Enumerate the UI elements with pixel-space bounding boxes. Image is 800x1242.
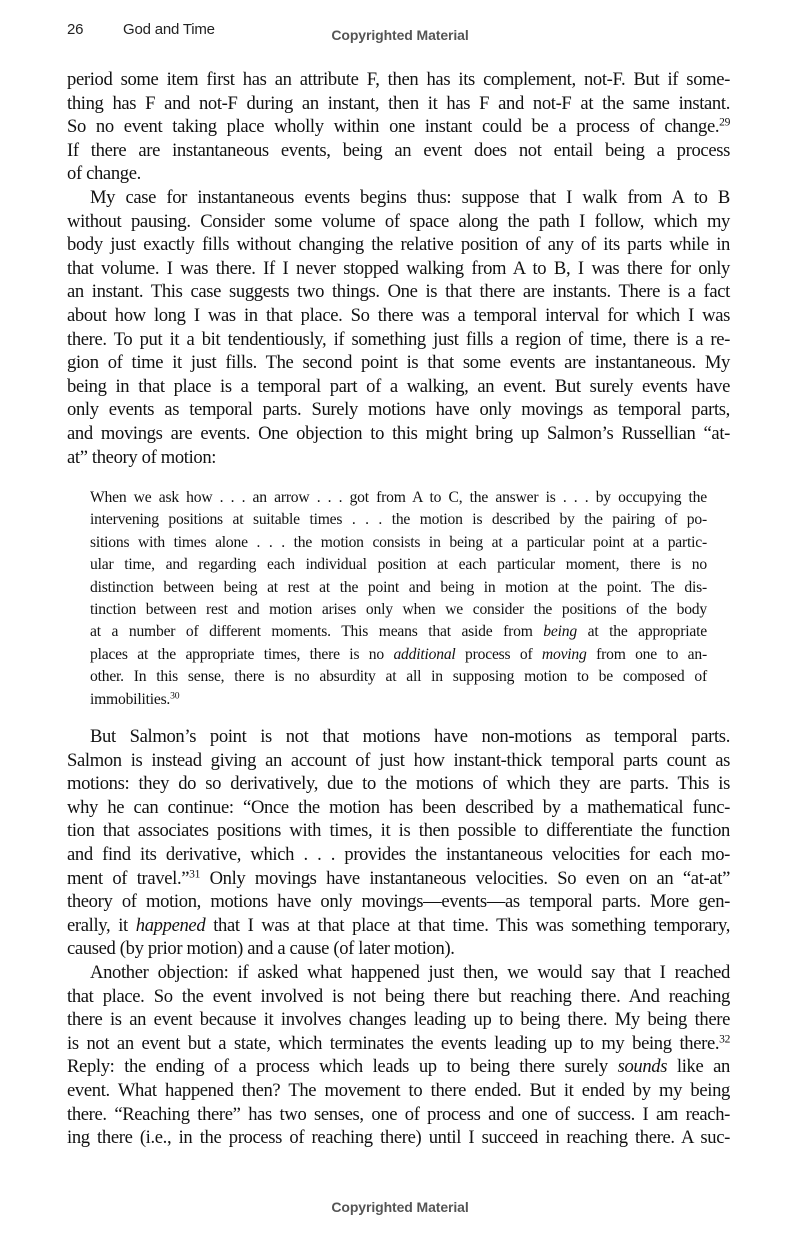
text-line: that volume. I was there. If I never stopped walking from A to B, I was there for only xyxy=(67,257,730,279)
text-line: about how long I was in that place. So there was a temporal interval for which I was xyxy=(67,304,730,326)
text-line: caused (by prior motion) and a cause (of later motion). xyxy=(67,938,455,960)
text-line: ment of travel.”$^{31}$ Only movings have instantaneous velocities. So even on an “at-at” xyxy=(67,867,730,889)
block-quote xyxy=(90,487,707,711)
quote-line: ular time, and regarding each individual position at each particular moment, there is no xyxy=(90,556,707,574)
footnote-ref[interactable]: 29 xyxy=(719,116,730,129)
text-line: an instant. This case suggests two things. One is that there are instants. There is a fact xyxy=(67,281,730,303)
text-line: is not an event but a state, which terminates the events leading up to my being there.$^{32}$ xyxy=(67,1032,730,1054)
paragraph-1 xyxy=(67,68,730,186)
text-line: why he can continue: “Once the motion has been described by a mathematical func- xyxy=(67,796,730,818)
quote-line: immobilities.$^{30}$ xyxy=(90,690,180,708)
text-line: ing there (i.e., in the process of reaching there) until I succeed in reaching there. A suc- xyxy=(67,1127,730,1149)
text-line: Reply: the ending of a process which leads up to being there surely sounds like an xyxy=(67,1056,730,1078)
paragraph-4 xyxy=(67,961,730,1150)
quote-line: intervening positions at suitable times . . . the motion is described by the pairing of po- xyxy=(90,511,707,529)
text-line: without pausing. Consider some volume of space along the path I follow, which my xyxy=(67,210,730,232)
quote-line: other. In this sense, there is no absurdity at all in supposing motion to be composed of xyxy=(90,668,707,686)
text-line: that place. So the event involved is not being there but reaching there. And reaching xyxy=(67,985,730,1007)
text-line: Salmon is instead giving an account of just how instant-thick temporal parts count as xyxy=(67,749,730,771)
text-line: motions: they do so derivatively, due to the motions of which they are parts. This is xyxy=(67,773,730,795)
quote-line: sitions with times alone . . . the motion consists in being at a particular point at a partic- xyxy=(90,533,707,551)
footnote-ref[interactable]: 30 xyxy=(170,690,180,702)
text-line: and movings are events. One objection to this might bring up Salmon’s Russellian “at- xyxy=(67,422,730,444)
copyright-watermark-bottom: Copyrighted Material xyxy=(331,1199,469,1215)
text-line: period some item first has an attribute F, then has its complement, not-F. But if some- xyxy=(67,69,730,90)
text-line: thing has F and not-F during an instant, then it has F and not-F at the same instant. xyxy=(67,92,730,114)
text-line: there. To put it a bit tendentiously, if something just fills a region of time, there is a re- xyxy=(67,328,730,350)
footnote-ref[interactable]: 32 xyxy=(719,1033,730,1046)
quote-line: at a number of different moments. This means that aside from being at the appropriate xyxy=(90,623,707,641)
paragraph-3 xyxy=(67,725,730,961)
text-line: theory of motion, motions have only movings—events—as temporal parts. More gen- xyxy=(67,891,730,913)
text-line: event. What happened then? The movement to there ended. But it ended by my being xyxy=(67,1079,730,1101)
running-title: God and Time xyxy=(123,21,215,38)
footnote-ref[interactable]: 31 xyxy=(189,868,200,881)
text-line: erally, it happened that I was at that place at that time. This was something temporary, xyxy=(67,914,730,936)
page-number: 26 xyxy=(67,21,84,38)
text-line: If there are instantaneous events, being an event does not entail being a process xyxy=(67,139,730,161)
text-line: there. “Reaching there” has two senses, one of process and one of success. I am reach- xyxy=(67,1103,730,1125)
text-line: My case for instantaneous events begins thus: suppose that I walk from A to B xyxy=(90,187,730,208)
copyright-watermark-top: Copyrighted Material xyxy=(331,27,469,43)
text-line: tion that associates positions with times, it is then possible to differentiate the function xyxy=(67,820,730,842)
text-line: But Salmon’s point is not that motions have non-motions as temporal parts. xyxy=(90,726,730,747)
quote-line: places at the appropriate times, there is no additional process of moving from one to an- xyxy=(90,645,707,663)
text-line: and find its derivative, which . . . provides the instantaneous velocities for each mo- xyxy=(67,843,730,865)
text-line: gion of time it just fills. The second point is that some events are instantaneous. My xyxy=(67,352,730,374)
text-line: there is an event because it involves changes leading up to being there. My being there xyxy=(67,1009,730,1031)
quote-line: When we ask how . . . an arrow . . . got from A to C, the answer is . . . by occupying the xyxy=(90,489,707,506)
text-line: being in that place is a temporal part of a walking, an event. But surely events have xyxy=(67,375,730,397)
text-line: only events as temporal parts. Surely motions have only movings as temporal parts, xyxy=(67,399,730,421)
text-line: body just exactly fills without changing the relative position of any of its parts while in xyxy=(67,234,730,256)
quote-line: tinction between rest and motion arises only when we consider the positions of the body xyxy=(90,600,707,618)
text-line: Another objection: if asked what happened just then, we would say that I reached xyxy=(90,962,730,983)
text-line: at” theory of motion: xyxy=(67,446,217,468)
text-line: of change. xyxy=(67,163,141,185)
quote-line: distinction between being at rest at the point and being in motion at the point. The dis- xyxy=(90,578,707,596)
text-line: So no event taking place wholly within one instant could be a process of change.$^{29}$ xyxy=(67,116,730,138)
paragraph-2 xyxy=(67,186,730,469)
